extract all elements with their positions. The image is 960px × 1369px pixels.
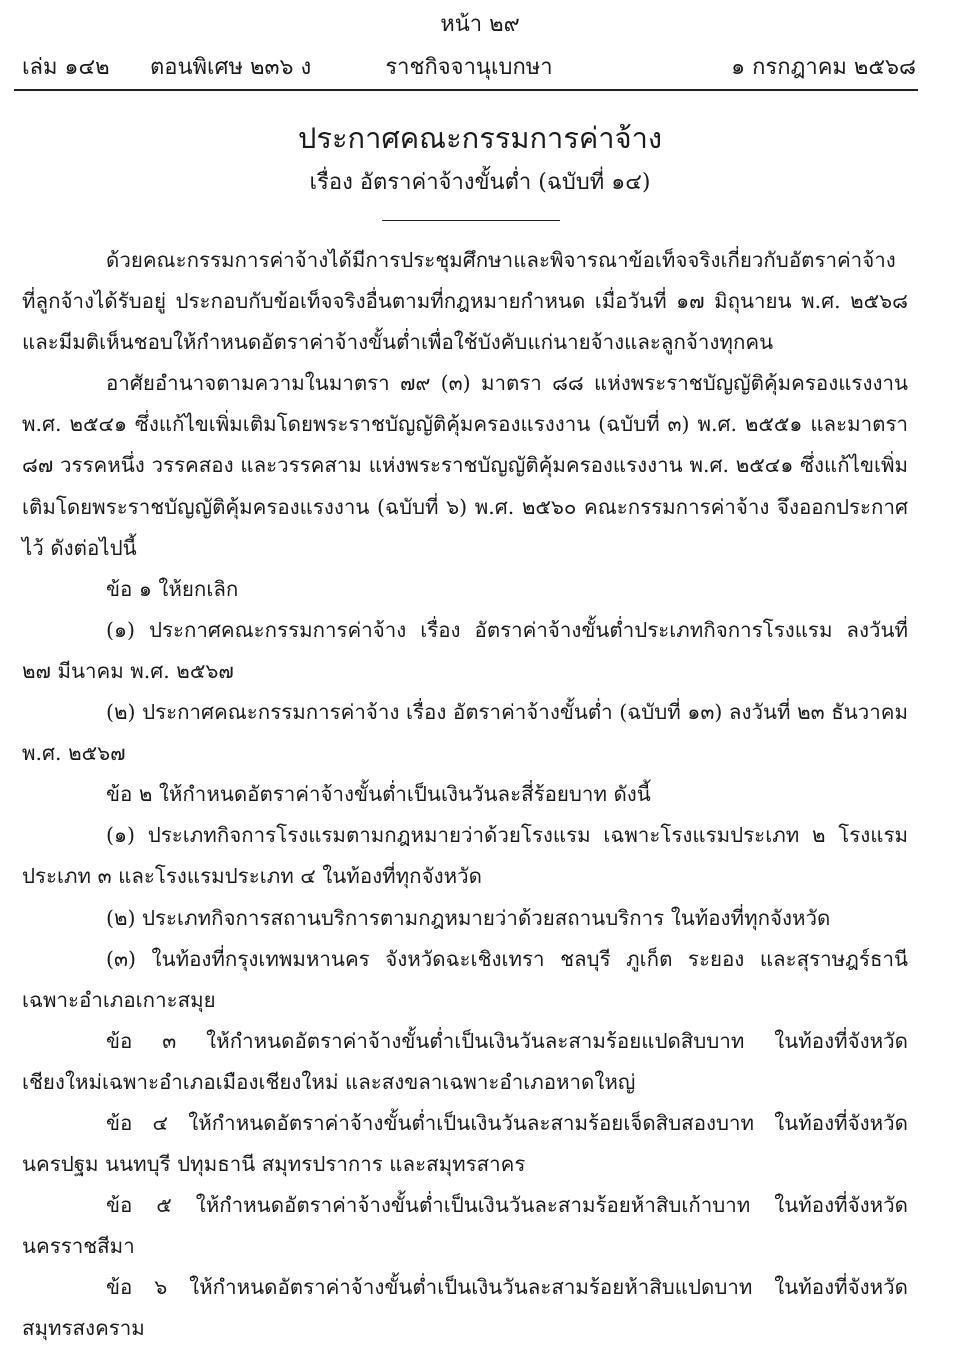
clause-2-item-3: (๓) ในท้องที่กรุงเทพมหานคร จังหวัดฉะเชิงเทรา ชลบุรี ภูเก็ต ระยอง และสุราษฎร์ธานี เฉพาะอำเภอเกาะสมุย [22,946,908,1012]
clause-2: ข้อ ๒ ให้กำหนดอัตราค่าจ้างขั้นต่ำเป็นเงินวันละสี่ร้อยบาท ดังนี้ [106,782,651,807]
clause-2-item-2: (๒) ประเภทกิจการสถานบริการตามกฎหมายว่าด้วยสถานบริการ ในท้องที่ทุกจังหวัด [106,905,831,930]
header-divider [14,89,918,91]
announcement-subtitle: เรื่อง อัตราค่าจ้างขั้นต่ำ (ฉบับที่ ๑๔) [309,170,651,195]
announcement-title: ประกาศคณะกรรมการค่าจ้าง [297,121,663,155]
publication-date: ๑ กรกฎาคม ๒๕๖๘ [731,55,916,80]
clause-1: ข้อ ๑ ให้ยกเลิก [106,576,239,601]
clause-4: ข้อ ๔ ให้กำหนดอัตราค่าจ้างขั้นต่ำเป็นเงินวันละสามร้อยเจ็ดสิบสองบาท ในท้องที่จังหวัด นครปฐม นนทบุรี ปทุมธานี สมุทรปราการ และสมุทรสาคร [22,1110,908,1177]
page-number: หน้า ๒๙ [440,12,520,37]
clause-5: ข้อ ๕ ให้กำหนดอัตราค่าจ้างขั้นต่ำเป็นเงินวันละสามร้อยห้าสิบเก้าบาท ในท้องที่จังหวัด นครราชสีมา [22,1193,908,1259]
title-divider [382,220,560,221]
paragraph-authority: อาศัยอำนาจตามความในมาตรา ๗๙ (๓) มาตรา ๘๘ แห่งพระราชบัญญัติคุ้มครองแรงงาน พ.ศ. ๒๕๔๑ ซึ่งแก้ไขเพิ่มเติมโดยพระราชบัญญัติคุ้มครองแรงงาน (ฉบับที่ ๓) พ.ศ. ๒๕๕๑ และมาตรา ๘๗ วรรคหนึ่ง วรรคสอง และวรรคสาม แห่งพระราชบัญญัติคุ้มครองแรงงาน พ.ศ. ๒๕๔๑ ซึ่งแก้ไขเพิ่มเติมโดยพระราชบัญญัติคุ้มครองแรงงาน (ฉบับที่ ๖) พ.ศ. ๒๕๖๐ คณะกรรมการค่าจ้าง จึงออกประกาศไว้ ดังต่อไปนี้ [22,371,908,560]
clause-1-item-2: (๒) ประกาศคณะกรรมการค่าจ้าง เรื่อง อัตราค่าจ้างขั้นต่ำ (ฉบับที่ ๑๓) ลงวันที่ ๒๓ ธันวาคม พ.ศ. ๒๕๖๗ [22,700,908,766]
section-number: ตอนพิเศษ ๒๓๖ ง [150,55,312,80]
clause-6: ข้อ ๖ ให้กำหนดอัตราค่าจ้างขั้นต่ำเป็นเงินวันละสามร้อยห้าสิบแปดบาท ในท้องที่จังหวัด สมุทรสงคราม [22,1275,908,1341]
announcement-body [22,240,908,1350]
clause-3: ข้อ ๓ ให้กำหนดอัตราค่าจ้างขั้นต่ำเป็นเงินวันละสามร้อยแปดสิบบาท ในท้องที่จังหวัด เชียงใหม่เฉพาะอำเภอเมืองเชียงใหม่ และสงขลาเฉพาะอำเภอหาดใหญ่ [22,1028,908,1094]
gazette-name: ราชกิจจานุเบกษา [385,55,553,80]
clause-1-item-1: (๑) ประกาศคณะกรรมการค่าจ้าง เรื่อง อัตราค่าจ้างขั้นต่ำประเภทกิจการโรงแรม ลงวันที่ ๒๗ มีนาคม พ.ศ. ๒๕๖๗ [22,617,908,683]
gazette-header [22,50,916,86]
paragraph-preamble: ด้วยคณะกรรมการค่าจ้างได้มีการประชุมศึกษาและพิจารณาข้อเท็จจริงเกี่ยวกับอัตราค่าจ้าง ที่ลูกจ้างได้รับอยู่ ประกอบกับข้อเท็จจริงอื่นตามที่กฎหมายกำหนด เมื่อวันที่ ๑๗ มิถุนายน พ.ศ. ๒๕๖๘ และมีมติเห็นชอบให้กำหนดอัตราค่าจ้างขั้นต่ำเพื่อใช้บังคับแก่นายจ้างและลูกจ้างทุกคน [22,248,908,355]
clause-2-item-1: (๑) ประเภทกิจการโรงแรมตามกฎหมายว่าด้วยโรงแรม เฉพาะโรงแรมประเภท ๒ โรงแรม ประเภท ๓ และโรงแรมประเภท ๔ ในท้องที่ทุกจังหวัด [22,823,908,889]
volume-number: เล่ม ๑๔๒ [22,55,110,80]
